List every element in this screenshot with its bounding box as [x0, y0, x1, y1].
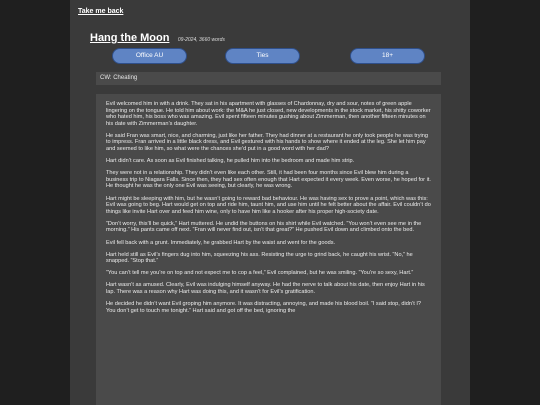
content-warning: CW: Cheating — [96, 72, 441, 85]
story-meta: 09-2024, 3660 words — [177, 37, 225, 43]
story-paragraph: They were not in a relationship. They didn’t even like each other. Still, it had been four months since Evil blew him during a business trip to Niagara Falls. Since then, they had sex often enough that Hart expected it every week. Even worse, he hoped for it. He thought he was the only one Evil was seeing, but clearly, he was wrong. — [106, 170, 431, 190]
story-paragraph: He said Fran was smart, nice, and charming, just like her father. They had dinner at a restaurant he only took people he was trying to impress. Fran arrived in a little black dress, and Evil gestured with his hands to show where it ended at the leg. She let him pay and seemed to like him, so what were the chances she’d put in a good word with her dad? — [106, 132, 429, 153]
story-paragraph: “Don’t worry, this’ll be quick,” Hart muttered. He undid the buttons on his shirt while Evil watched. “You won’t even see me in the morning.” His pants came off next. “Fran will never find out, isn’t that great?” He pushed Evil down and climbed onto the bed. — [106, 220, 422, 234]
story-paragraph: Hart didn’t care. As soon as Evil finished talking, he pulled him into the bedroom and made him strip. — [106, 158, 355, 165]
story-paragraph: Hart held still as Evil’s fingers dug into him, squeezing his ass. Resisting the urge to grind back, he caught his wrist. “No,” he snapped. “Stop that.” — [106, 251, 413, 265]
story-paragraph: Evil fell back with a grunt. Immediately, he grabbed Hart by the waist and went for the goods. — [106, 239, 336, 246]
tag-ties[interactable]: Ties — [225, 48, 300, 64]
story-paragraph: “You can’t tell me you’re on top and not expect me to cop a feel,” Evil complained, but he was smiling. “You’re so sexy, Hart.” — [106, 270, 414, 277]
tag-18-plus[interactable]: 18+ — [350, 48, 425, 64]
story-paragraph: Hart wasn’t as amused. Clearly, Evil was indulging himself anyway. He had the nerve to talk about his date, then enjoy Hart in his lap. There was a reason why Hart was doing this, and it wasn’t for Evil’s gratification. — [106, 282, 425, 295]
title-row — [90, 28, 225, 46]
story-title[interactable]: Hang the Moon — [90, 32, 170, 44]
story-paragraph: Hart might be sleeping with him, but he wasn’t going to reward bad behaviour. He was having sex to prove a point, which was this: Evil was going to beg. Hart would get on top and ride him, taunt him, and use him until he felt better about the affair. Evil couldn’t do things like invite Hart over and feed him wine, only to have him like a hooker after his proper high-society date. — [106, 195, 431, 215]
content-column — [70, 0, 470, 405]
back-link[interactable]: Take me back — [78, 8, 124, 15]
tag-bar — [70, 48, 470, 64]
tag-office-au[interactable]: Office AU — [112, 48, 187, 64]
story-paragraph: Evil welcomed him in with a drink. They sat in his apartment with glasses of Chardonnay, dry and sour, notes of green apple lingering on the tongue. He told him about work: the M&A he just closed, new developments in the stock market, his shitty coworker who hated him, his boss who was amazing. Evil spent fifteen minutes gushing about Zimmerman, then another fifteen minutes on his date with Zimmerman’s daughter. — [106, 101, 431, 127]
story-paragraph: He decided he didn’t want Evil groping him anymore. It was distracting, annoying, and made his blood boil. “I said stop, didn’t I? You don’t get to touch me tonight.” Hart said and got off the bed, ignoring the — [106, 301, 421, 314]
story-body — [96, 94, 441, 405]
